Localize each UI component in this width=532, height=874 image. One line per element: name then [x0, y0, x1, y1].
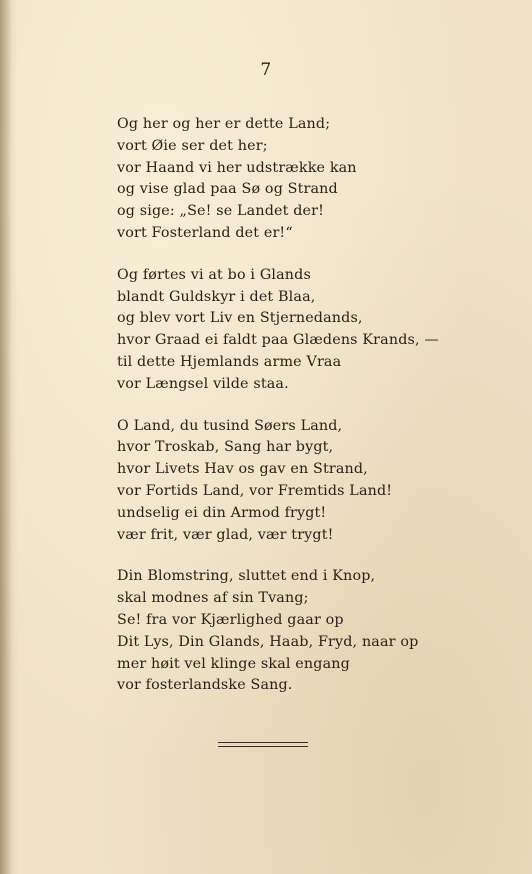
poem-line: skal modnes af sin Tvang;: [117, 590, 309, 607]
poem-line: vor Haand vi her udstrække kan: [117, 159, 357, 176]
poem-line: Dit Lys, Din Glands, Haab, Fryd, naar op: [117, 633, 419, 650]
poem-line: og vise glad paa Sø og Strand: [117, 181, 338, 198]
poem-line: O Land, du tusind Søers Land,: [117, 417, 343, 434]
poem-line: Og her og her er dette Land;: [117, 116, 331, 132]
poem-line: og blev vort Liv en Stjernedands,: [117, 310, 363, 327]
poem-line: hvor Troskab, Sang har bygt,: [117, 439, 334, 456]
poem-line: Se! fra vor Kjærlighed gaar op: [117, 611, 344, 628]
end-rule-bottom: [218, 746, 308, 747]
poem-line: vort Øie ser det her;: [117, 137, 268, 154]
poem-line: hvor Livets Hav os gav en Strand,: [117, 461, 368, 478]
end-rule-top: [218, 742, 308, 743]
poem-line: undselig ei din Armod frygt!: [117, 504, 327, 521]
poem-line: vor Længsel vilde staa.: [117, 375, 289, 392]
stanza-2: [117, 265, 497, 396]
poem-line: vort Fosterland det er!“: [117, 224, 293, 241]
page-number: 7: [260, 60, 272, 80]
poem-line: hvor Graad ei faldt paa Glædens Krands, —: [117, 332, 439, 349]
stanza-4: [117, 566, 497, 697]
poem-line: vor Fortids Land, vor Fremtids Land!: [117, 482, 393, 499]
stanza-1: [117, 114, 497, 245]
poem-line: til dette Hjemlands arme Vraa: [117, 353, 342, 370]
poem-line: Og førtes vi at bo i Glands: [117, 266, 311, 283]
poem-line: mer høit vel klinge skal engang: [117, 655, 350, 672]
poem: [117, 114, 497, 717]
poem-line: og sige: „Se! se Landet der!: [117, 203, 325, 220]
poem-line: vær frit, vær glad, vær trygt!: [117, 526, 334, 543]
poem-line: blandt Guldskyr i det Blaa,: [117, 288, 316, 305]
gutter-shadow: [0, 0, 12, 874]
stanza-3: [117, 416, 497, 547]
poem-line: Din Blomstring, sluttet end i Knop,: [117, 568, 376, 585]
poem-line: vor fosterlandske Sang.: [117, 677, 293, 694]
